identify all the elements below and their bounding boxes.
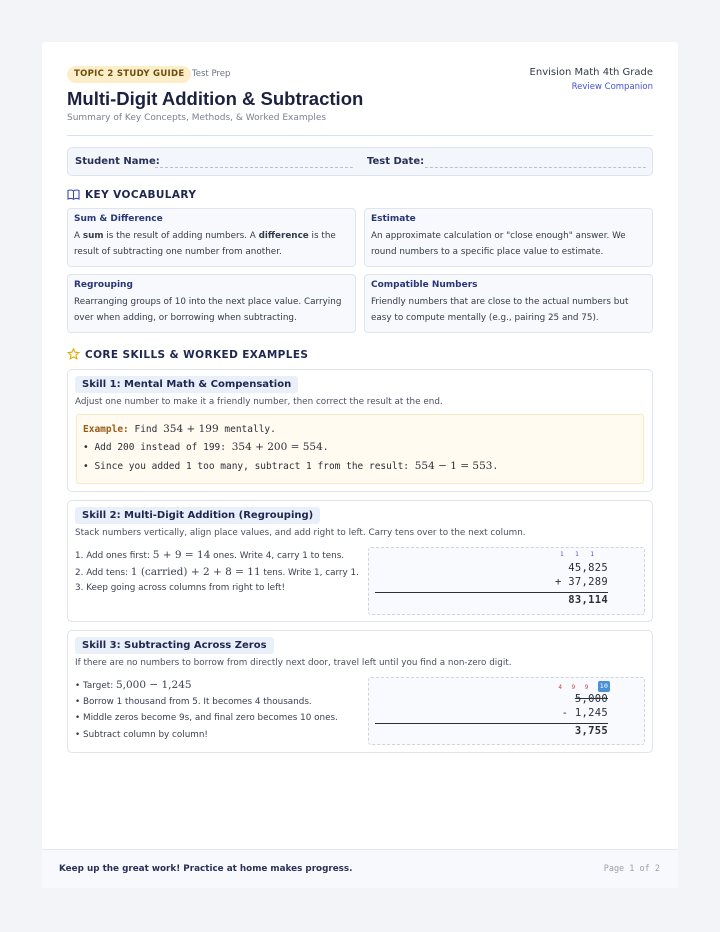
study-guide-page — [42, 42, 678, 888]
step-1: 1. Add ones first: 5 + 9 = 14 ones. Write 4, carry 1 to tens. — [75, 549, 345, 561]
skill-3-title: Skill 3: Subtracting Across Zeros — [75, 637, 274, 654]
header — [67, 66, 653, 136]
vocab-definition: Rearranging groups of 10 into the next place value. Carrying over when adding, or borrowing when subtracting. — [74, 297, 342, 323]
vocab-card-sum-difference — [67, 208, 356, 267]
step-2: 2. Add tens: 1 (carried) + 2 + 8 = 11 tens. Write 1, carry 1. — [75, 565, 359, 578]
skills-heading-text: CORE SKILLS & WORKED EXAMPLES — [85, 349, 309, 361]
skill-1-description: Adjust one number to make it a friendly number, then correct the result at the end. — [75, 397, 443, 407]
borrow-marks — [558, 680, 610, 692]
skill-2-card — [67, 500, 653, 622]
ten-ones-box: 10 — [599, 681, 609, 690]
book-icon — [67, 189, 81, 203]
student-info-bar — [67, 147, 653, 176]
step-3: 3. Keep going across columns from right to left! — [75, 583, 285, 593]
test-date-field[interactable] — [425, 167, 646, 168]
skill-3-steps — [75, 677, 338, 743]
borrow-digits: 4 9 9 — [558, 684, 592, 691]
test-prep-tag: Test Prep — [192, 69, 231, 79]
subtraction-worksheet — [368, 677, 645, 745]
addend-bottom: + 37,289 — [555, 576, 608, 588]
skill-2-steps — [75, 547, 359, 597]
bullet-2: • Borrow 1 thousand from 5. It becomes 4 thousands. — [75, 696, 312, 707]
vocab-term: Estimate — [371, 214, 416, 224]
skill-1-card — [67, 369, 653, 492]
vocab-card-regrouping — [67, 274, 356, 333]
skill-2-title: Skill 2: Multi-Digit Addition (Regrouping) — [75, 507, 320, 524]
skill-3-description: If there are no numbers to borrow from directly next door, travel left until you find a non-zero digit. — [75, 658, 512, 668]
vocab-card-compatible-numbers — [364, 274, 653, 333]
addition-worksheet — [368, 547, 645, 615]
footer-message: Keep up the great work! Practice at home makes progress. — [59, 864, 353, 874]
page-title: Multi-Digit Addition & Subtraction — [67, 88, 364, 109]
example-line-3: • Since you added 1 too many, subtract 1 from the result: 554 − 1 = 553. — [83, 460, 499, 472]
difference-result: 3,755 — [574, 725, 608, 737]
vocab-definition: An approximate calculation or "close enough" answer. We round numbers to a specific place value to estimate. — [371, 231, 626, 257]
vocab-card-estimate — [364, 208, 653, 267]
star-icon — [67, 348, 81, 363]
page-subtitle: Summary of Key Concepts, Methods, & Worked Examples — [67, 113, 327, 123]
skill-2-description: Stack numbers vertically, align place values, and add right to left. Carry tens over to the next column. — [75, 528, 526, 538]
subtrahend: - 1,245 — [561, 707, 608, 719]
skill-1-title: Skill 1: Mental Math & Compensation — [75, 376, 298, 393]
vocab-term: Sum & Difference — [74, 214, 163, 224]
bullet-3: • Middle zeros become 9s, and final zero becomes 10 ones. — [75, 713, 338, 723]
student-name-field[interactable] — [155, 167, 353, 168]
vocab-definition: A sum is the result of adding numbers. A difference is the result of subtracting one number from another. — [74, 231, 336, 257]
book-info — [530, 67, 653, 92]
footer — [42, 849, 678, 888]
vocab-definition: Friendly numbers that are close to the actual numbers but easy to compute mentally (e.g., pairing 25 and 75). — [371, 297, 629, 323]
bullet-1: • Target: 5,000 − 1,245 — [75, 679, 192, 691]
sum-line — [375, 592, 608, 593]
topic-badge: TOPIC 2 STUDY GUIDE — [67, 66, 191, 83]
example-line-1: Example: Find 354 + 199 mentally. — [83, 423, 276, 435]
addend-top: 45,825 — [568, 562, 608, 574]
review-companion-link[interactable]: Review Companion — [571, 82, 653, 92]
skill-3-card — [67, 630, 653, 753]
page-number: Page 1 of 2 — [603, 864, 660, 874]
vocab-heading — [67, 189, 196, 203]
bullet-4: • Subtract column by column! — [75, 729, 208, 740]
vocab-heading-text: KEY VOCABULARY — [85, 189, 197, 201]
sum-result: 83,114 — [568, 594, 608, 606]
student-name-label: Student Name: — [75, 156, 160, 167]
book-title: Envision Math 4th Grade — [529, 67, 653, 78]
skill-1-example — [76, 414, 644, 484]
test-date-label: Test Date: — [367, 156, 425, 167]
difference-line — [375, 723, 608, 724]
minuend: 5,000 — [574, 693, 608, 705]
carry-digits: 1 1 1 — [559, 551, 598, 558]
vocab-term: Compatible Numbers — [371, 280, 478, 290]
example-line-2: • Add 200 instead of 199: 354 + 200 = 554. — [83, 441, 329, 453]
vocab-term: Regrouping — [74, 280, 133, 290]
skills-heading — [67, 348, 308, 363]
